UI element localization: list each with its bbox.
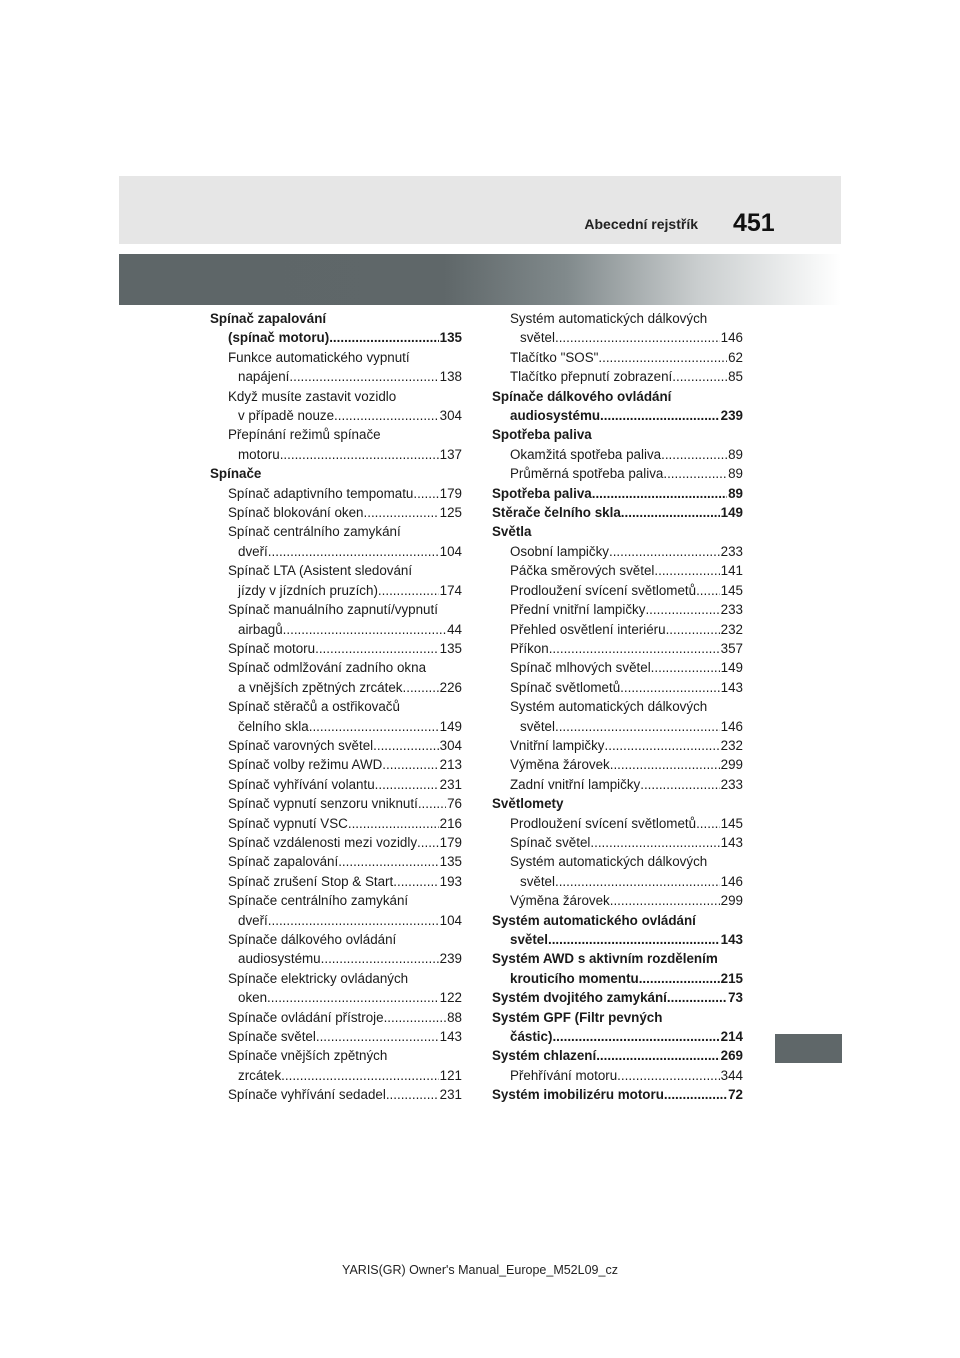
entry-text: Spínače dálkového ovládání — [492, 388, 672, 404]
entry-page-number: 231 — [439, 776, 462, 792]
dot-leader — [664, 1085, 727, 1104]
page-number: 451 — [733, 209, 775, 237]
index-entry — [492, 697, 743, 716]
entry-page-number: 143 — [720, 834, 743, 850]
entry-text: Spotřeba paliva — [492, 427, 592, 443]
entry-text: Páčka směrových světel — [510, 563, 655, 579]
dot-leader — [280, 445, 439, 464]
dot-leader — [321, 949, 439, 968]
dot-leader — [590, 833, 719, 852]
entry-text: Světlomety — [492, 796, 564, 812]
dot-leader — [373, 736, 439, 755]
dot-leader — [283, 620, 446, 639]
index-entry — [210, 1046, 462, 1065]
index-heading — [492, 387, 743, 406]
entry-page-number: 269 — [720, 1048, 743, 1064]
dot-leader — [621, 503, 720, 522]
index-entry — [210, 542, 462, 561]
dot-leader — [592, 484, 727, 503]
entry-text: světel — [520, 873, 555, 889]
index-entry — [210, 425, 462, 444]
entry-page-number: 89 — [728, 466, 743, 482]
index-entry — [492, 736, 743, 755]
entry-page-number: 141 — [720, 563, 743, 579]
dot-leader — [338, 852, 438, 871]
index-entry — [492, 309, 743, 328]
entry-page-number: 146 — [720, 718, 743, 734]
dot-leader — [661, 445, 727, 464]
entry-page-number: 239 — [720, 408, 743, 424]
dot-leader — [382, 755, 438, 774]
index-entry — [210, 852, 462, 871]
index-heading — [492, 794, 743, 813]
entry-text: dveří — [238, 912, 268, 928]
entry-page-number: 344 — [720, 1067, 743, 1083]
dot-leader — [329, 328, 438, 347]
entry-page-number: 149 — [720, 505, 743, 521]
dot-leader — [393, 872, 438, 891]
dot-leader — [417, 833, 439, 852]
entry-page-number: 73 — [728, 990, 743, 1006]
entry-text: Zadní vnitřní lampičky — [510, 776, 641, 792]
entry-text: částic) — [510, 1029, 553, 1045]
entry-text: Průměrná spotřeba paliva — [510, 466, 664, 482]
index-entry — [210, 930, 462, 949]
entry-page-number: 232 — [720, 621, 743, 637]
index-entry — [492, 872, 743, 891]
entry-page-number: 89 — [728, 485, 743, 501]
entry-text: Výměna žárovek — [510, 893, 610, 909]
index-entry — [210, 891, 462, 910]
index-entry — [492, 445, 743, 464]
entry-text: Přehřívání motoru — [510, 1067, 618, 1083]
entry-page-number: 232 — [720, 737, 743, 753]
entry-text: Systém automatických dálkových — [510, 699, 708, 715]
index-entry — [492, 678, 743, 697]
entry-text: Spínač volby režimu AWD — [228, 757, 383, 773]
index-entry — [210, 717, 462, 736]
entry-text: Spínače vyhřívání sedadel — [228, 1087, 386, 1103]
dot-leader — [418, 794, 446, 813]
entry-page-number: 89 — [728, 446, 743, 462]
entry-text: a vnějších zpětných zrcátek — [238, 679, 403, 695]
index-entry — [492, 755, 743, 774]
entry-text: v případě nouze — [238, 408, 335, 424]
dot-leader — [696, 581, 720, 600]
dot-leader — [364, 503, 439, 522]
entry-text: Spínač světel — [510, 834, 591, 850]
index-entry — [210, 1085, 462, 1104]
dot-leader — [610, 755, 720, 774]
index-entry — [210, 755, 462, 774]
index-entry — [210, 833, 462, 852]
entry-page-number: 104 — [439, 543, 462, 559]
index-entry — [492, 717, 743, 736]
index-entry — [210, 794, 462, 813]
entry-text: Systém automatických dálkových — [510, 311, 708, 326]
dot-leader — [348, 814, 439, 833]
entry-text: Spínač zapalování — [228, 854, 339, 870]
entry-text: Systém GPF (Filtr pevných — [492, 1009, 663, 1025]
entry-text: Spínač vypnutí senzoru vniknutí — [228, 796, 418, 812]
entry-page-number: 143 — [439, 1029, 462, 1045]
entry-page-number: 76 — [447, 796, 462, 812]
index-heading — [492, 406, 743, 425]
dot-leader — [378, 581, 439, 600]
entry-text: Spotřeba paliva — [492, 485, 592, 501]
index-heading — [492, 949, 743, 968]
dot-leader — [596, 1046, 719, 1065]
dot-leader — [555, 717, 720, 736]
dot-leader — [315, 639, 439, 658]
entry-page-number: 149 — [439, 718, 462, 734]
index-heading — [492, 522, 743, 541]
entry-page-number: 214 — [720, 1029, 743, 1045]
entry-text: světel — [520, 718, 555, 734]
entry-text: airbagů — [238, 621, 283, 637]
index-entry — [210, 561, 462, 580]
index-entry — [210, 969, 462, 988]
entry-page-number: 226 — [439, 679, 462, 695]
entry-page-number: 233 — [720, 602, 743, 618]
entry-page-number: 146 — [720, 330, 743, 346]
entry-page-number: 231 — [439, 1087, 462, 1103]
entry-text: Spínače dálkového ovládání — [228, 932, 397, 947]
entry-text: Spínač zapalování — [210, 311, 327, 326]
index-heading — [492, 425, 743, 444]
entry-text: jízdy v jízdních pruzích) — [238, 582, 378, 598]
index-entry — [492, 658, 743, 677]
index-heading — [492, 484, 743, 503]
index-column-left — [210, 309, 462, 1105]
entry-text: Spínač manuálního zapnutí/vypnutí — [228, 602, 438, 618]
entry-text: Tlačítko přepnutí zobrazení — [510, 369, 673, 385]
entry-page-number: 143 — [720, 932, 743, 947]
entry-page-number: 135 — [439, 640, 462, 656]
entry-page-number: 233 — [720, 543, 743, 559]
entry-page-number: 72 — [728, 1087, 743, 1103]
entry-text: zrcátek — [238, 1067, 282, 1083]
index-entry — [210, 736, 462, 755]
index-entry — [210, 988, 462, 1007]
entry-text: Systém chlazení — [492, 1048, 597, 1064]
entry-text: audiosystému — [510, 408, 601, 424]
entry-text: Spínač vzdálenosti mezi vozidly — [228, 834, 418, 850]
entry-text: Přepínání režimů spínače — [228, 427, 381, 443]
entry-text: čelního skla — [238, 718, 309, 734]
entry-text: Příkon — [510, 640, 549, 656]
index-entry — [210, 522, 462, 541]
index-heading — [492, 969, 743, 988]
entry-page-number: 85 — [728, 369, 743, 385]
index-entry — [210, 814, 462, 833]
footer-manual-id: YARIS(GR) Owner's Manual_Europe_M52L09_cz — [342, 1263, 618, 1277]
index-entry — [210, 367, 462, 386]
entry-text: Světla — [492, 524, 532, 540]
entry-text: Osobní lampičky — [510, 543, 609, 559]
index-entry — [492, 600, 743, 619]
index-entry — [492, 833, 743, 852]
entry-text: krouticího momentu — [510, 970, 639, 986]
entry-page-number: 239 — [439, 951, 462, 967]
entry-page-number: 138 — [439, 369, 462, 385]
dot-leader — [667, 988, 727, 1007]
entry-text: Spínač LTA (Asistent sledování — [228, 563, 413, 579]
dot-leader — [651, 658, 720, 677]
index-entry — [492, 328, 743, 347]
dot-leader — [620, 678, 719, 697]
index-entry — [210, 1027, 462, 1046]
dot-leader — [640, 775, 719, 794]
index-entry — [210, 658, 462, 677]
entry-text: Tlačítko "SOS" — [510, 349, 599, 365]
dot-leader — [267, 988, 439, 1007]
entry-page-number: 143 — [720, 679, 743, 695]
entry-page-number: 213 — [439, 757, 462, 773]
dot-leader — [268, 911, 439, 930]
entry-text: Přehled osvětlení interiéru — [510, 621, 666, 637]
index-entry — [492, 852, 743, 871]
dot-leader — [696, 814, 720, 833]
index-entry — [492, 367, 743, 386]
entry-text: Systém dvojitého zamykání — [492, 990, 667, 1006]
index-entry — [492, 561, 743, 580]
entry-text: Prodloužení svícení světlometů — [510, 815, 697, 831]
entry-page-number: 145 — [720, 582, 743, 598]
index-entry — [210, 872, 462, 891]
dot-leader — [672, 367, 727, 386]
entry-text: Funkce automatického vypnutí — [228, 349, 410, 365]
entry-text: Spínač vyhřívání volantu — [228, 776, 375, 792]
entry-page-number: 357 — [720, 640, 743, 656]
dot-leader — [316, 1027, 439, 1046]
entry-page-number: 174 — [439, 582, 462, 598]
entry-text: Spínač adaptivního tempomatu — [228, 485, 414, 501]
index-heading — [492, 1085, 743, 1104]
index-heading — [492, 930, 743, 949]
entry-page-number: 125 — [439, 505, 462, 521]
entry-text: Vnitřní lampičky — [510, 737, 605, 753]
entry-text: Okamžitá spotřeba paliva — [510, 446, 662, 462]
index-entry — [492, 542, 743, 561]
entry-page-number: 122 — [439, 990, 462, 1006]
index-entry — [210, 503, 462, 522]
entry-page-number: 137 — [439, 446, 462, 462]
entry-text: Systém imobilizéru motoru — [492, 1087, 664, 1103]
section-thumb-tab — [775, 1034, 842, 1063]
dot-leader — [375, 775, 439, 794]
entry-text: Spínač stěračů a ostřikovačů — [228, 699, 400, 715]
index-entry — [210, 387, 462, 406]
entry-page-number: 121 — [439, 1067, 462, 1083]
entry-text: Spínač varovných světel — [228, 737, 374, 753]
dot-leader — [610, 891, 720, 910]
entry-text: audiosystému — [238, 951, 321, 967]
dot-leader — [548, 930, 720, 949]
entry-text: Spínač světlometů — [510, 679, 621, 695]
index-heading — [492, 1008, 743, 1027]
entry-text: Systém automatických dálkových — [510, 854, 708, 870]
index-entry — [210, 581, 462, 600]
index-heading — [492, 988, 743, 1007]
dot-leader — [645, 600, 719, 619]
dot-leader — [666, 620, 720, 639]
index-entry — [210, 348, 462, 367]
entry-text: oken — [238, 990, 268, 1006]
entry-page-number: 62 — [728, 349, 743, 365]
entry-text: Spínač odmlžování zadního okna — [228, 660, 427, 676]
index-entry — [492, 1066, 743, 1085]
entry-page-number: 88 — [447, 1009, 462, 1025]
index-entry — [210, 1008, 462, 1027]
entry-text: Spínač mlhových světel — [510, 660, 651, 676]
entry-page-number: 304 — [439, 408, 462, 424]
entry-text: Přední vnitřní lampičky — [510, 602, 646, 618]
entry-text: (spínač motoru) — [228, 330, 330, 346]
dot-leader — [268, 542, 439, 561]
entry-text: dveří — [238, 543, 268, 559]
entry-text: Spínače — [210, 466, 262, 482]
dot-leader — [598, 348, 727, 367]
entry-text: Prodloužení svícení světlometů — [510, 582, 697, 598]
index-entry — [492, 581, 743, 600]
dot-leader — [413, 484, 438, 503]
index-entry — [210, 697, 462, 716]
index-entry — [210, 600, 462, 619]
entry-page-number: 145 — [720, 815, 743, 831]
entry-text: Stěrače čelního skla — [492, 505, 621, 521]
entry-page-number: 233 — [720, 776, 743, 792]
entry-text: Když musíte zastavit vozidlo — [228, 388, 397, 404]
header-gradient-bar — [119, 254, 841, 305]
entry-text: Spínače centrálního zamykání — [228, 893, 409, 909]
index-entry — [210, 911, 462, 930]
dot-leader — [617, 1066, 719, 1085]
index-entry — [210, 1066, 462, 1085]
dot-leader — [552, 1027, 719, 1046]
entry-page-number: 44 — [447, 621, 462, 637]
index-entry — [210, 775, 462, 794]
dot-leader — [663, 464, 727, 483]
index-entry — [492, 775, 743, 794]
entry-page-number: 149 — [720, 660, 743, 676]
entry-text: Výměna žárovek — [510, 757, 610, 773]
index-entry — [492, 891, 743, 910]
dot-leader — [609, 542, 720, 561]
index-entry — [210, 949, 462, 968]
entry-page-number: 304 — [439, 737, 462, 753]
index-heading — [210, 328, 462, 347]
dot-leader — [605, 736, 720, 755]
entry-text: Spínače ovládání přístroje — [228, 1009, 384, 1025]
dot-leader — [309, 717, 439, 736]
entry-text: Spínač blokování oken — [228, 505, 364, 521]
entry-text: světel — [510, 932, 548, 947]
index-heading — [492, 1046, 743, 1065]
index-entry — [492, 639, 743, 658]
entry-page-number: 215 — [720, 970, 743, 986]
index-heading — [210, 464, 462, 483]
index-entry — [210, 484, 462, 503]
entry-page-number: 135 — [439, 330, 462, 346]
index-heading — [492, 503, 743, 522]
entry-page-number: 104 — [439, 912, 462, 928]
dot-leader — [555, 872, 720, 891]
entry-page-number: 193 — [439, 873, 462, 889]
index-entry — [210, 445, 462, 464]
entry-page-number: 146 — [720, 873, 743, 889]
index-heading — [210, 309, 462, 328]
entry-text: světel — [520, 330, 555, 346]
entry-page-number: 299 — [720, 757, 743, 773]
entry-text: Spínač centrálního zamykání — [228, 524, 401, 540]
index-entry — [210, 639, 462, 658]
index-entry — [210, 406, 462, 425]
index-entry — [492, 620, 743, 639]
entry-text: Systém AWD s aktivním rozdělením — [492, 951, 718, 967]
index-entry — [492, 814, 743, 833]
dot-leader — [549, 639, 720, 658]
section-title: Abecední rejstřík — [584, 216, 698, 232]
entry-text: motoru — [238, 446, 280, 462]
entry-page-number: 135 — [439, 854, 462, 870]
index-heading — [492, 1027, 743, 1046]
entry-text: Spínač vypnutí VSC — [228, 815, 348, 831]
entry-page-number: 179 — [439, 485, 462, 501]
dot-leader — [555, 328, 720, 347]
index-entry — [492, 464, 743, 483]
dot-leader — [403, 678, 439, 697]
dot-leader — [334, 406, 439, 425]
dot-leader — [639, 969, 720, 988]
entry-text: Spínače světel — [228, 1029, 316, 1045]
index-column-right — [492, 309, 743, 1105]
entry-text: Spínač motoru — [228, 640, 316, 656]
index-entry — [210, 678, 462, 697]
dot-leader — [386, 1085, 439, 1104]
index-entry — [210, 620, 462, 639]
dot-leader — [289, 367, 438, 386]
index-heading — [492, 911, 743, 930]
entry-page-number: 216 — [439, 815, 462, 831]
entry-page-number: 179 — [439, 834, 462, 850]
entry-text: Spínač zrušení Stop & Start — [228, 873, 394, 889]
entry-text: napájení — [238, 369, 290, 385]
dot-leader — [600, 406, 720, 425]
entry-page-number: 299 — [720, 893, 743, 909]
dot-leader — [384, 1008, 447, 1027]
entry-text: Systém automatického ovládání — [492, 912, 696, 928]
dot-leader — [654, 561, 719, 580]
entry-text: Spínače vnějších zpětných — [228, 1048, 388, 1064]
dot-leader — [281, 1066, 438, 1085]
entry-text: Spínače elektricky ovládaných — [228, 970, 409, 986]
index-entry — [492, 348, 743, 367]
